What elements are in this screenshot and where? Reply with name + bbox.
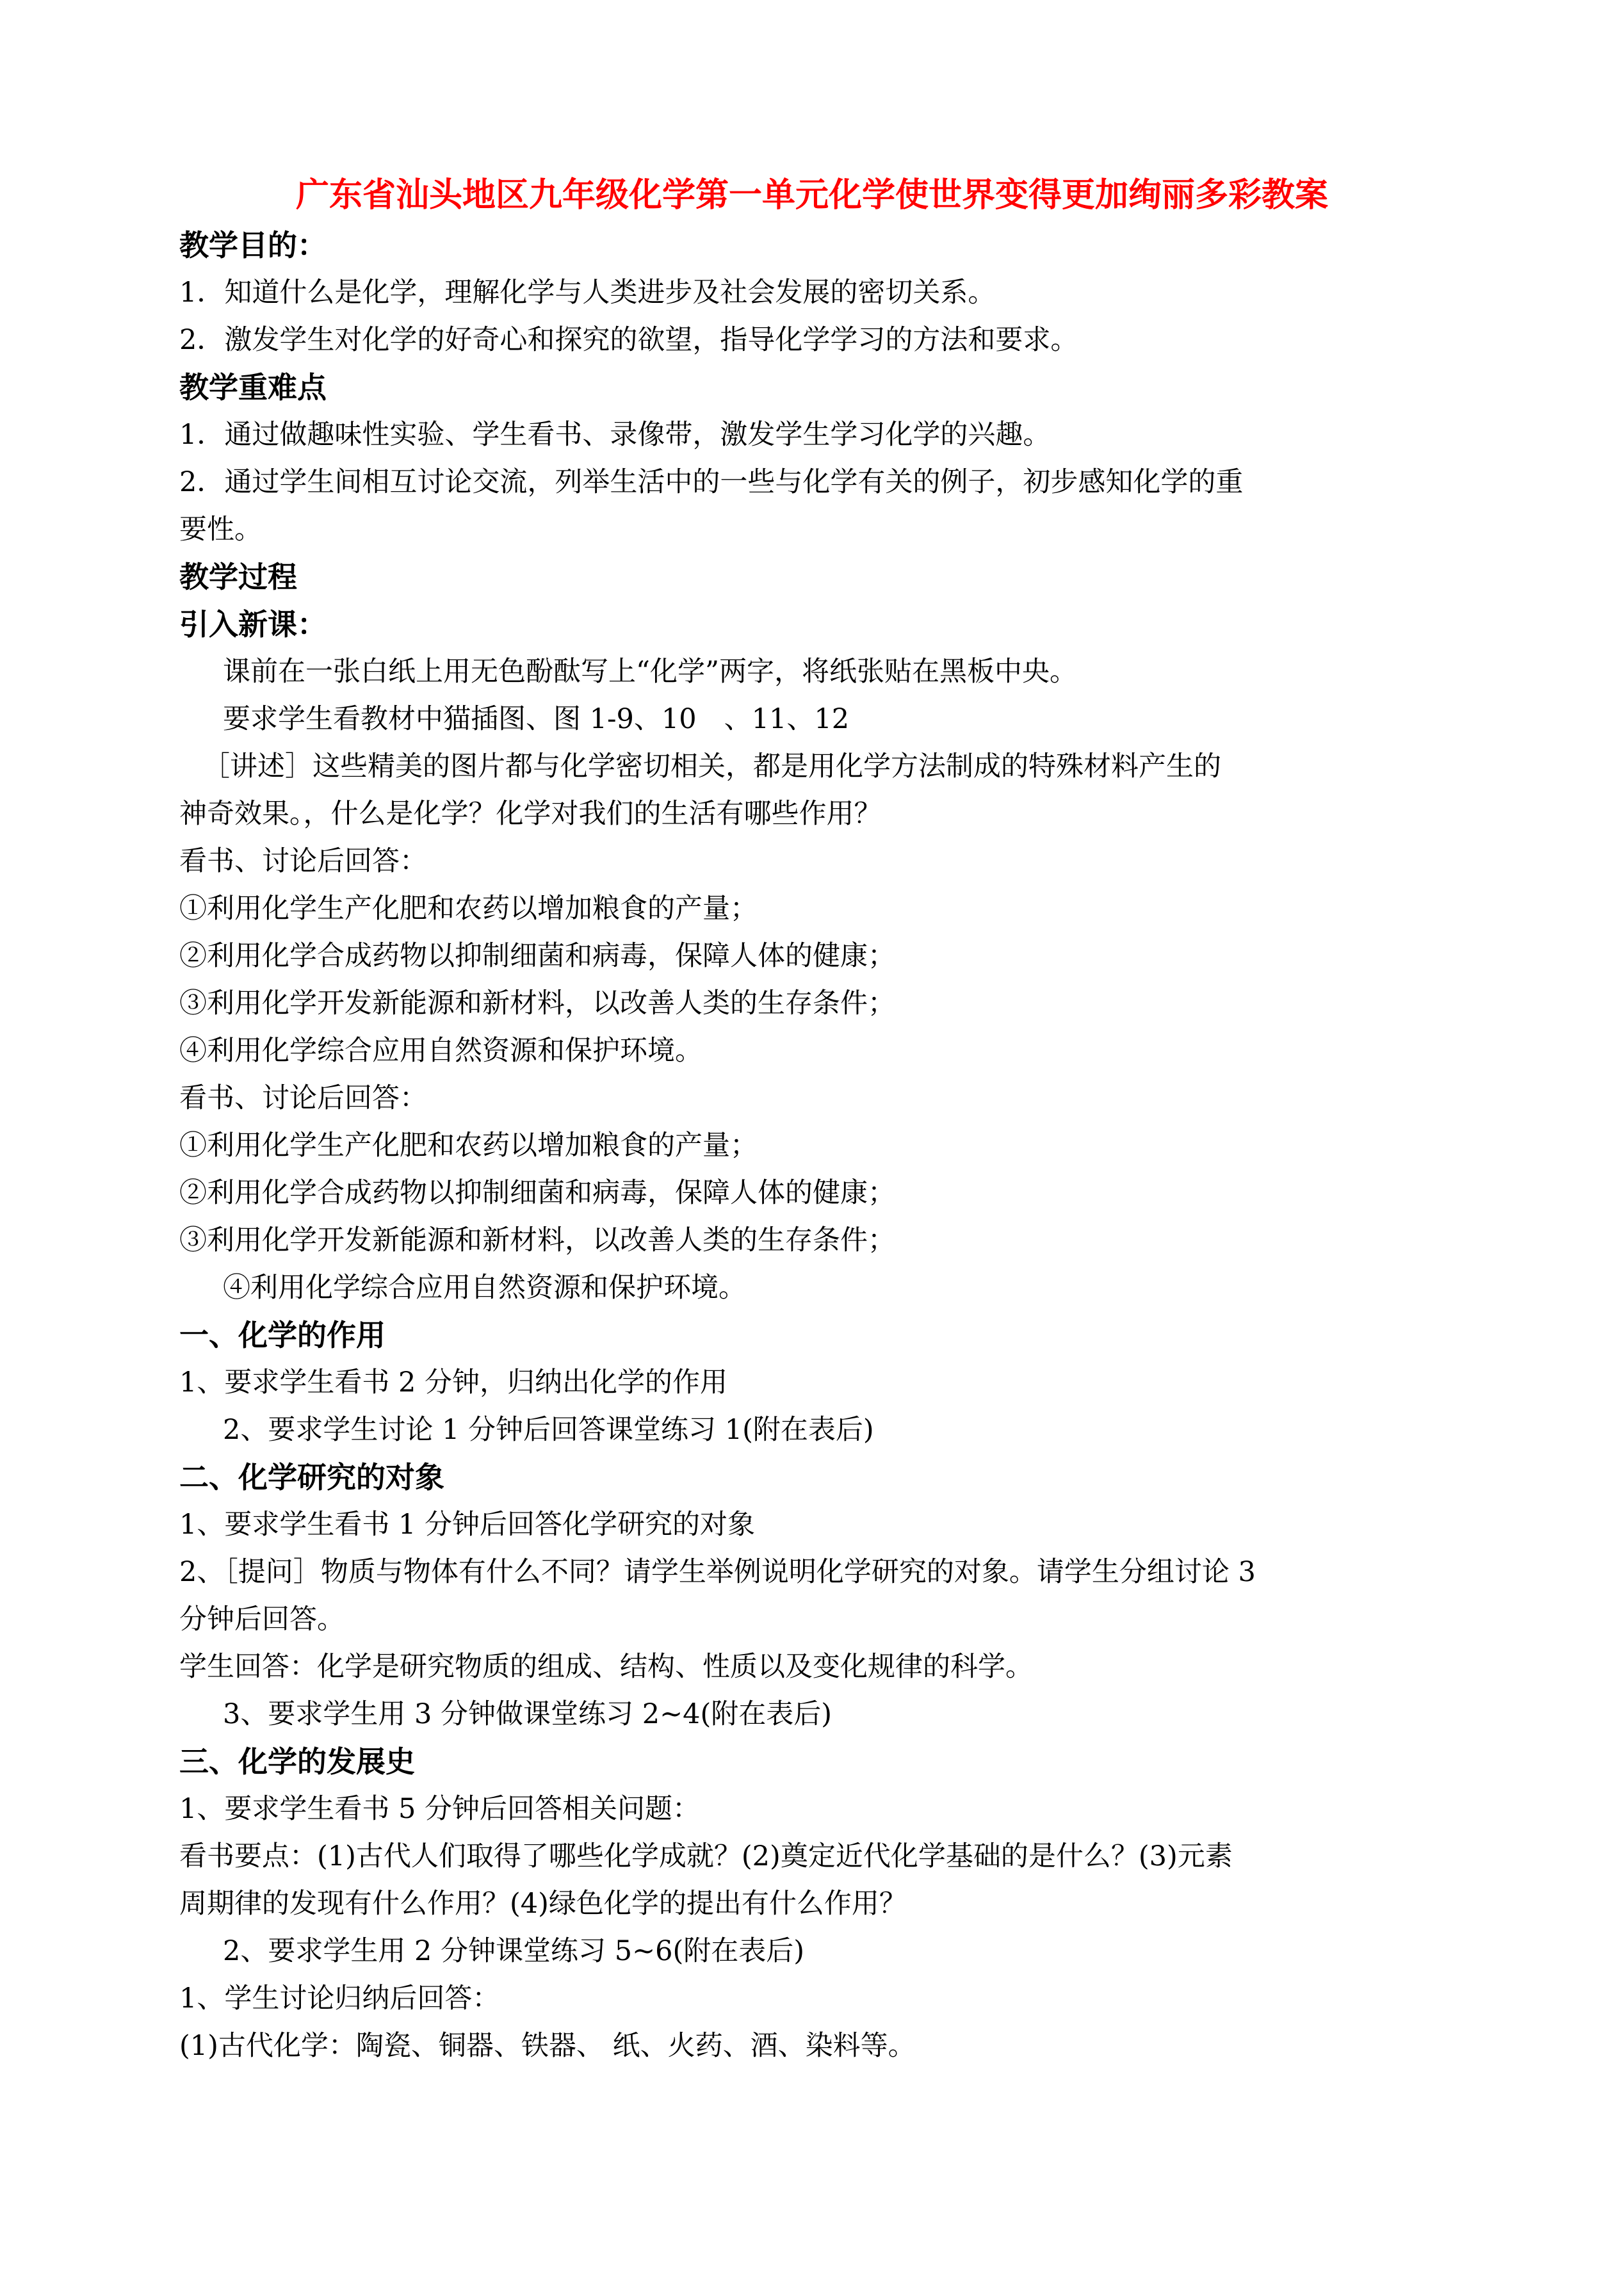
section-heading: 引入新课： [179, 607, 327, 642]
list-item: ②利用化学合成药物以抑制细菌和病毒，保障人体的健康； [179, 1177, 895, 1209]
paragraph-line: 学生回答：化学是研究物质的组成、结构、性质以及变化规律的科学。 [179, 1651, 1033, 1683]
paragraph-line: 周期律的发现有什么作用？(4)绿色化学的提出有什么作用？ [179, 1888, 907, 1920]
paragraph-line: 2．通过学生间相互讨论交流，列举生活中的一些与化学有关的例子，初步感知化学的重 [179, 466, 1244, 498]
paragraph-line: 分钟后回答。 [179, 1603, 345, 1635]
paragraph-line: 要求学生看教材中猫插图、图 1-9、10 、11、12 [223, 703, 850, 735]
paragraph-line: 2、要求学生讨论 1 分钟后回答课堂练习 1(附在表后) [223, 1414, 874, 1446]
list-item: ④利用化学综合应用自然资源和保护环境。 [223, 1272, 746, 1304]
paragraph-line: 1、学生讨论归纳后回答： [179, 1983, 500, 2015]
paragraph-line: 3、要求学生用 3 分钟做课堂练习 2~4(附在表后) [223, 1698, 832, 1730]
paragraph-line: 1、要求学生看书 1 分钟后回答化学研究的对象 [179, 1509, 756, 1541]
section-heading: 教学过程 [179, 560, 297, 594]
paragraph-line: 神奇效果。，什么是化学？化学对我们的生活有哪些作用？ [179, 798, 882, 830]
section-heading: 教学目的： [179, 228, 327, 263]
list-item: ③利用化学开发新能源和新材料，以改善人类的生存条件； [179, 1224, 895, 1256]
document-title: 广东省汕头地区九年级化学第一单元化学使世界变得更加绚丽多彩教案 [295, 176, 1328, 215]
paragraph-line: 2、要求学生用 2 分钟课堂练习 5~6(附在表后) [223, 1935, 805, 1967]
list-item: ②利用化学合成药物以抑制细菌和病毒，保障人体的健康； [179, 940, 895, 972]
list-item: ①利用化学生产化肥和农药以增加粮食的产量； [179, 893, 758, 925]
paragraph-line: ［讲述］这些精美的图片都与化学密切相关，都是用化学方法制成的特殊材料产生的 [202, 750, 1221, 783]
document-body [179, 222, 1454, 2070]
paragraph-line: 看书要点：(1)古代人们取得了哪些化学成就？(2)奠定近代化学基础的是什么？(3)元素 [179, 1840, 1233, 1872]
list-item: ③利用化学开发新能源和新材料，以改善人类的生存条件； [179, 987, 895, 1019]
paragraph-line: 看书、讨论后回答： [179, 845, 427, 877]
paragraph-line: 1．通过做趣味性实验、学生看书、录像带，激发学生学习化学的兴趣。 [179, 419, 1051, 451]
paragraph-line: 看书、讨论后回答： [179, 1082, 427, 1114]
paragraph-line: (1)古代化学：陶瓷、铜器、铁器、 纸、火药、酒、染料等。 [179, 2030, 916, 2062]
paragraph-line: 要性。 [179, 514, 262, 546]
paragraph-line: 2、［提问］物质与物体有什么不同？请学生举例说明化学研究的对象。请学生分组讨论 3 [179, 1556, 1256, 1588]
list-item: ④利用化学综合应用自然资源和保护环境。 [179, 1035, 702, 1067]
section-heading: 教学重难点 [179, 370, 327, 405]
paragraph-line: 2．激发学生对化学的好奇心和探究的欲望，指导化学学习的方法和要求。 [179, 324, 1078, 356]
section-heading: 二、化学研究的对象 [179, 1460, 444, 1495]
paragraph-line: 课前在一张白纸上用无色酚酞写上“化学”两字，将纸张贴在黑板中央。 [223, 656, 1077, 688]
paragraph-line: 1．知道什么是化学，理解化学与人类进步及社会发展的密切关系。 [179, 277, 996, 309]
list-item: ①利用化学生产化肥和农药以增加粮食的产量； [179, 1130, 758, 1162]
section-heading: 一、化学的作用 [179, 1318, 386, 1352]
section-heading: 三、化学的发展史 [179, 1744, 415, 1779]
paragraph-line: 1、要求学生看书 2 分钟，归纳出化学的作用 [179, 1366, 728, 1399]
paragraph-line: 1、要求学生看书 5 分钟后回答相关问题： [179, 1793, 701, 1825]
